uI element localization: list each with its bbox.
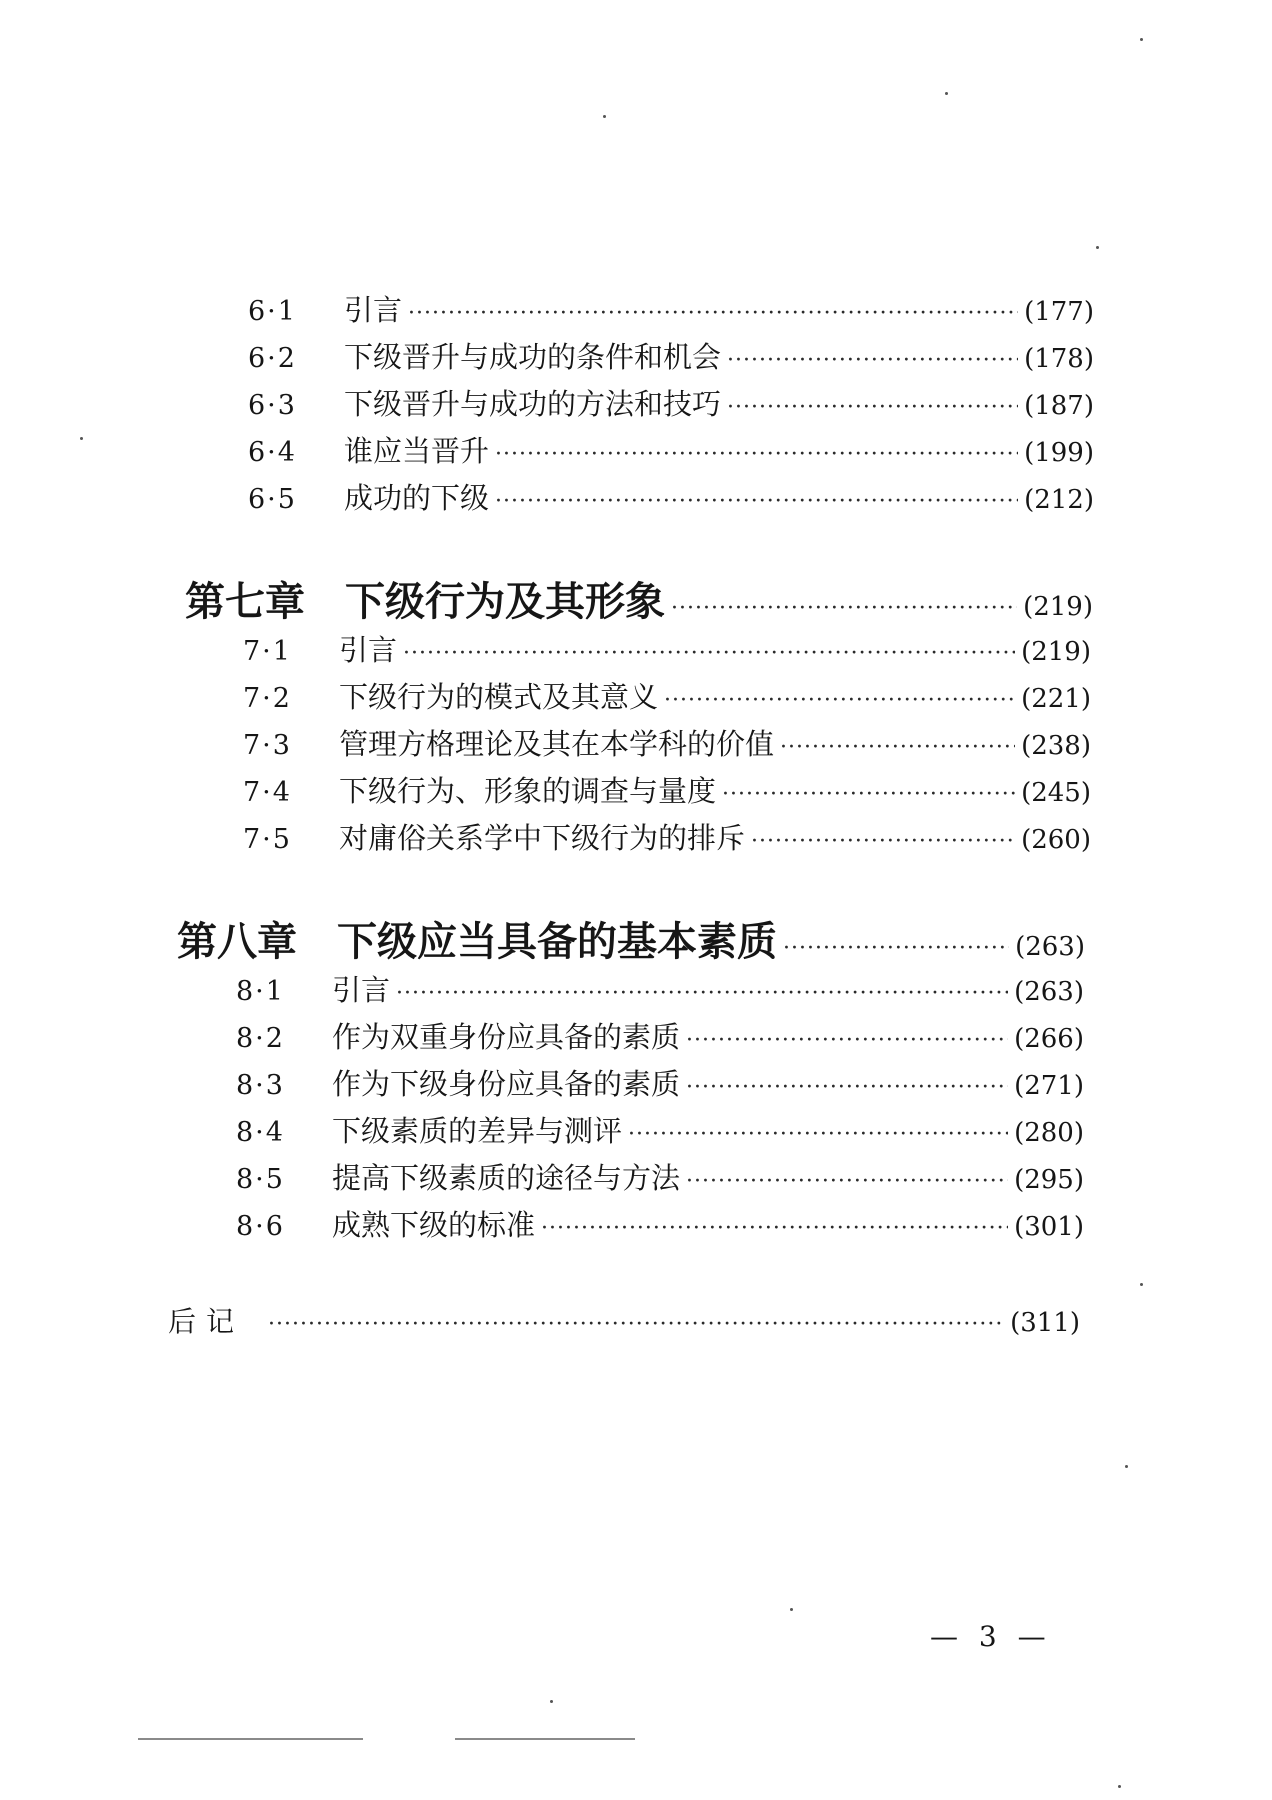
section-title: 成熟下级的标准 [332,1208,536,1242]
page-reference: (219) [1021,637,1091,667]
leader-dots [722,784,1015,806]
toc-entry-8-6 [236,1203,1084,1244]
leader-dots [751,831,1015,853]
section-title: 作为双重身份应具备的素质 [332,1020,681,1054]
section-number: 8·6 [236,1211,285,1242]
section-title: 下级晋升与成功的方法和技巧 [344,387,722,421]
page-reference: (199) [1024,438,1094,468]
toc-entry-7-2 [243,675,1091,716]
scan-speck [1140,38,1143,41]
leader-dots [727,397,1018,419]
leader-dots [686,1030,1008,1052]
section-number: 7·5 [243,824,292,855]
page-reference: (311) [1010,1308,1080,1338]
toc-entry-7-5 [243,816,1091,857]
toc-entry-8-1 [236,968,1084,1009]
chapter-title: 下级行为及其形象 [345,578,665,625]
toc-entry-6-3 [248,382,1094,423]
scan-speck [80,437,83,440]
afterword-title: 后记 [168,1305,245,1338]
section-number: 7·4 [243,777,292,808]
toc-entry-6-1 [248,288,1094,329]
page-reference: (266) [1014,1024,1084,1054]
leader-dots [727,350,1018,372]
section-title: 提高下级素质的途径与方法 [332,1161,681,1195]
page-reference: (301) [1014,1212,1084,1242]
toc-entry-7-1 [243,628,1091,669]
section-number: 8·4 [236,1117,285,1148]
leader-dots [780,737,1015,759]
page-reference: (177) [1024,297,1094,327]
section-title: 管理方格理论及其在本学科的价值 [339,727,775,761]
leader-dots [268,1314,1004,1336]
page-number: — 3 — [930,1620,1052,1653]
toc-afterword [168,1300,1080,1340]
leader-dots [783,938,1009,960]
section-title: 下级行为、形象的调查与量度 [339,774,717,808]
scan-speck [603,115,606,118]
section-number: 6·5 [248,484,297,515]
section-title: 引言 [332,973,391,1007]
chapter-label: 第七章 [185,578,305,625]
toc-chapter-8 [177,910,1085,967]
leader-dots [408,303,1018,325]
section-number: 6·1 [248,296,297,327]
section-title: 引言 [339,633,398,667]
leader-dots [671,598,1017,620]
page-reference: (280) [1014,1118,1084,1148]
page-reference: (260) [1021,825,1091,855]
page-reference: (219) [1023,592,1093,622]
page-reference: (295) [1014,1165,1084,1195]
section-title: 谁应当晋升 [344,434,490,468]
leader-dots [686,1171,1008,1193]
chapter-title: 下级应当具备的基本素质 [337,918,777,965]
toc-entry-8-4 [236,1109,1084,1150]
section-number: 7·2 [243,683,292,714]
leader-dots [686,1077,1008,1099]
leader-dots [495,491,1018,513]
page-reference: (187) [1024,391,1094,421]
page-reference: (263) [1014,977,1084,1007]
section-title: 下级晋升与成功的条件和机会 [344,340,722,374]
scan-edge-line [455,1738,635,1740]
scan-speck [1140,1283,1143,1286]
section-number: 6·3 [248,390,297,421]
scan-speck [1125,1465,1128,1468]
page-reference: (212) [1024,485,1094,515]
leader-dots [403,643,1015,665]
section-number: 7·3 [243,730,292,761]
toc-entry-7-4 [243,769,1091,810]
page-reference: (221) [1021,684,1091,714]
scan-speck [945,92,948,95]
leader-dots [495,444,1018,466]
section-number: 6·2 [248,343,297,374]
toc-entry-8-2 [236,1015,1084,1056]
scan-speck [550,1700,553,1703]
toc-entry-8-3 [236,1062,1084,1103]
toc-entry-6-4 [248,429,1094,470]
leader-dots [628,1124,1008,1146]
chapter-label: 第八章 [177,918,297,965]
scan-speck [1118,1785,1121,1788]
toc-chapter-7 [185,570,1093,627]
section-number: 8·1 [236,976,285,1007]
section-number: 8·5 [236,1164,285,1195]
page-reference: (238) [1021,731,1091,761]
section-title: 下级行为的模式及其意义 [339,680,659,714]
section-title: 引言 [344,293,403,327]
scan-edge-line [138,1738,363,1740]
section-title: 对庸俗关系学中下级行为的排斥 [339,821,746,855]
page-reference: (178) [1024,344,1094,374]
section-number: 8·2 [236,1023,285,1054]
section-title: 作为下级身份应具备的素质 [332,1067,681,1101]
page-reference: (245) [1021,778,1091,808]
toc-entry-8-5 [236,1156,1084,1197]
page-reference: (263) [1015,932,1085,962]
page-reference: (271) [1014,1071,1084,1101]
section-number: 7·1 [243,636,292,667]
toc-entry-6-2 [248,335,1094,376]
scan-speck [1096,246,1099,249]
toc-entry-7-3 [243,722,1091,763]
scan-speck [790,1608,793,1611]
section-number: 6·4 [248,437,297,468]
section-title: 成功的下级 [344,481,490,515]
leader-dots [396,983,1008,1005]
section-number: 8·3 [236,1070,285,1101]
toc-entry-6-5 [248,476,1094,517]
section-title: 下级素质的差异与测评 [332,1114,623,1148]
leader-dots [541,1218,1008,1240]
leader-dots [664,690,1015,712]
